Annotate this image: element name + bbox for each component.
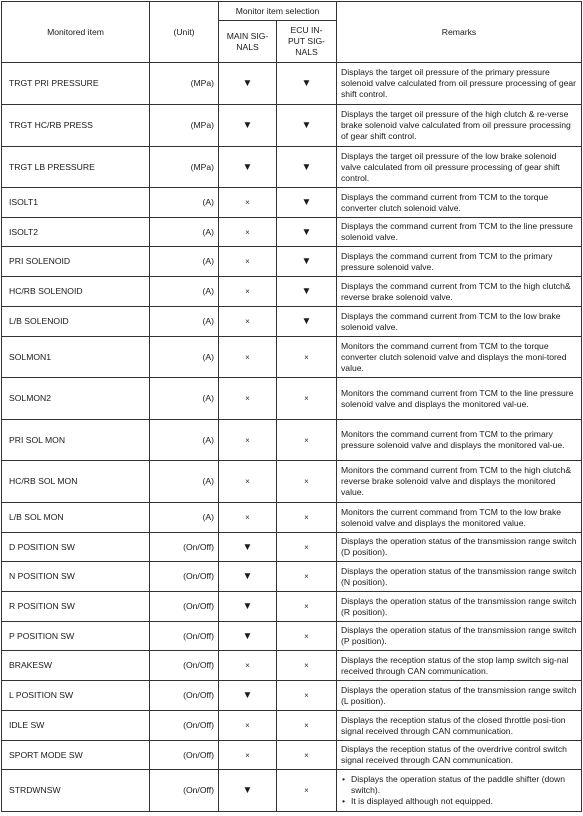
- table-row: [2, 651, 582, 681]
- unit-cell: (A): [150, 378, 219, 420]
- unit-cell: (On/Off): [150, 681, 219, 711]
- header-unit: (Unit): [150, 2, 219, 63]
- selected-marker: ▼: [277, 218, 337, 247]
- monitored-item-name: STRDWNSW: [2, 770, 150, 812]
- remarks-cell: Displays the reception status of the closed throttle posi-tion signal received through CAN communication.: [337, 711, 582, 741]
- unit-cell: (On/Off): [150, 533, 219, 562]
- unit-cell: (A): [150, 461, 219, 503]
- monitored-item-name: TRGT LB PRESSURE: [2, 147, 150, 188]
- table-body: [2, 63, 582, 812]
- remarks-cell: Displays the operation status of the transmission range switch (N position).: [337, 562, 582, 592]
- remarks-cell: Monitors the command current from TCM to the torque converter clutch solenoid valve and displays the moni-tored value.: [337, 337, 582, 378]
- header-monitored-item: Monitored item: [2, 2, 150, 63]
- remarks-cell: Monitors the command current from TCM to the high clutch& reverse brake solenoid valve and displays the monitored value.: [337, 461, 582, 503]
- not-selected-marker: ×: [219, 651, 277, 681]
- not-selected-marker: ×: [277, 562, 337, 592]
- monitor-item-table: [1, 1, 582, 812]
- table-row: [2, 277, 582, 307]
- unit-cell: (On/Off): [150, 592, 219, 622]
- table-row: [2, 218, 582, 247]
- table-row: [2, 741, 582, 770]
- monitored-item-name: SPORT MODE SW: [2, 741, 150, 770]
- selected-marker: ▼: [277, 307, 337, 337]
- table-row: [2, 533, 582, 562]
- monitored-item-name: P POSITION SW: [2, 622, 150, 651]
- not-selected-marker: ×: [219, 378, 277, 420]
- table-row: [2, 247, 582, 277]
- monitored-item-name: ISOLT2: [2, 218, 150, 247]
- remarks-cell: Displays the command current from TCM to the low brake solenoid valve.: [337, 307, 582, 337]
- selected-marker: ▼: [277, 147, 337, 188]
- unit-cell: (On/Off): [150, 711, 219, 741]
- monitored-item-name: D POSITION SW: [2, 533, 150, 562]
- not-selected-marker: ×: [219, 461, 277, 503]
- remarks-list-item: • It is displayed although not equipped.: [341, 796, 577, 807]
- not-selected-marker: ×: [277, 592, 337, 622]
- not-selected-marker: ×: [277, 681, 337, 711]
- not-selected-marker: ×: [219, 247, 277, 277]
- not-selected-marker: ×: [277, 461, 337, 503]
- unit-cell: (MPa): [150, 63, 219, 105]
- unit-cell: (A): [150, 420, 219, 461]
- table-row: [2, 562, 582, 592]
- monitored-item-name: HC/RB SOL MON: [2, 461, 150, 503]
- selected-marker: ▼: [219, 147, 277, 188]
- monitored-item-name: PRI SOLENOID: [2, 247, 150, 277]
- not-selected-marker: ×: [219, 188, 277, 218]
- remarks-cell: Displays the reception status of the overdrive control switch signal received through CAN communication.: [337, 741, 582, 770]
- not-selected-marker: ×: [219, 218, 277, 247]
- selected-marker: ▼: [219, 533, 277, 562]
- monitored-item-name: SOLMON2: [2, 378, 150, 420]
- table-row: [2, 461, 582, 503]
- unit-cell: (On/Off): [150, 622, 219, 651]
- selected-marker: ▼: [219, 622, 277, 651]
- table-row: [2, 622, 582, 651]
- unit-cell: (A): [150, 247, 219, 277]
- not-selected-marker: ×: [277, 622, 337, 651]
- remarks-cell: Displays the operation status of the transmission range switch (L position).: [337, 681, 582, 711]
- monitored-item-name: N POSITION SW: [2, 562, 150, 592]
- remarks-cell: Displays the target oil pressure of the high clutch & re-verse brake solenoid valve calculated from oil pressure processing of gear shift control.: [337, 105, 582, 147]
- not-selected-marker: ×: [277, 651, 337, 681]
- monitored-item-name: TRGT HC/RB PRESS: [2, 105, 150, 147]
- remarks-cell: Displays the command current from TCM to the high clutch& reverse brake solenoid valve.: [337, 277, 582, 307]
- monitored-item-name: R POSITION SW: [2, 592, 150, 622]
- unit-cell: (MPa): [150, 147, 219, 188]
- remarks-cell: Displays the reception status of the stop lamp switch sig-nal received through CAN communication.: [337, 651, 582, 681]
- selected-marker: ▼: [219, 770, 277, 812]
- not-selected-marker: ×: [219, 711, 277, 741]
- remarks-cell: Displays the command current from TCM to the torque converter clutch solenoid valve.: [337, 188, 582, 218]
- not-selected-marker: ×: [277, 378, 337, 420]
- not-selected-marker: ×: [219, 503, 277, 533]
- remarks-cell: Monitors the current command from TCM to the low brake solenoid valve and displays the monitored value.: [337, 503, 582, 533]
- not-selected-marker: ×: [277, 711, 337, 741]
- not-selected-marker: ×: [277, 741, 337, 770]
- remarks-cell: Displays the operation status of the transmission range switch (D position).: [337, 533, 582, 562]
- selected-marker: ▼: [219, 105, 277, 147]
- table-row: [2, 105, 582, 147]
- table-row: [2, 63, 582, 105]
- unit-cell: (A): [150, 188, 219, 218]
- table-row: [2, 681, 582, 711]
- selected-marker: ▼: [219, 63, 277, 105]
- header-ecu-input-signals: ECU IN- PUT SIG- NALS: [277, 21, 337, 63]
- header-main-signals: MAIN SIG- NALS: [219, 21, 277, 63]
- not-selected-marker: ×: [277, 533, 337, 562]
- remarks-cell: Displays the target oil pressure of the low brake solenoid valve calculated from oil pressure processing of gear shift control.: [337, 147, 582, 188]
- header-monitor-item-selection: Monitor item selection: [219, 2, 337, 21]
- not-selected-marker: ×: [219, 420, 277, 461]
- not-selected-marker: ×: [219, 277, 277, 307]
- monitored-item-name: ISOLT1: [2, 188, 150, 218]
- monitored-item-name: PRI SOL MON: [2, 420, 150, 461]
- table-row: [2, 711, 582, 741]
- monitored-item-name: IDLE SW: [2, 711, 150, 741]
- selected-marker: ▼: [277, 105, 337, 147]
- remarks-cell: Displays the operation status of the transmission range switch (P position).: [337, 622, 582, 651]
- monitored-item-name: L/B SOL MON: [2, 503, 150, 533]
- unit-cell: (On/Off): [150, 562, 219, 592]
- table-row: [2, 337, 582, 378]
- monitored-item-name: HC/RB SOLENOID: [2, 277, 150, 307]
- table-row: [2, 420, 582, 461]
- remarks-list-item: • Displays the operation status of the paddle shifter (down switch).: [341, 774, 577, 796]
- monitored-item-name: L/B SOLENOID: [2, 307, 150, 337]
- selected-marker: ▼: [277, 63, 337, 105]
- unit-cell: (A): [150, 277, 219, 307]
- selected-marker: ▼: [219, 592, 277, 622]
- unit-cell: (MPa): [150, 105, 219, 147]
- remarks-cell: Displays the command current from TCM to the primary pressure solenoid valve.: [337, 247, 582, 277]
- remarks-cell: Displays the target oil pressure of the primary pressure solenoid valve calculated from oil pressure processing of gear shift control.: [337, 63, 582, 105]
- remarks-cell: Monitors the command current from TCM to the primary pressure solenoid valve and displays the monitored val-ue.: [337, 420, 582, 461]
- unit-cell: (A): [150, 218, 219, 247]
- selected-marker: ▼: [277, 247, 337, 277]
- not-selected-marker: ×: [219, 307, 277, 337]
- unit-cell: (On/Off): [150, 770, 219, 812]
- unit-cell: (On/Off): [150, 651, 219, 681]
- remarks-cell: Monitors the command current from TCM to the line pressure solenoid valve and displays the monitored val-ue.: [337, 378, 582, 420]
- selected-marker: ▼: [277, 277, 337, 307]
- table-row: [2, 147, 582, 188]
- selected-marker: ▼: [277, 188, 337, 218]
- monitored-item-name: SOLMON1: [2, 337, 150, 378]
- table-row: [2, 378, 582, 420]
- selected-marker: ▼: [219, 681, 277, 711]
- header-remarks: Remarks: [337, 2, 582, 63]
- selected-marker: ▼: [219, 562, 277, 592]
- not-selected-marker: ×: [277, 420, 337, 461]
- not-selected-marker: ×: [219, 337, 277, 378]
- unit-cell: (A): [150, 503, 219, 533]
- not-selected-marker: ×: [277, 503, 337, 533]
- remarks-cell: Displays the operation status of the transmission range switch (R position).: [337, 592, 582, 622]
- remarks-cell: [337, 770, 582, 812]
- not-selected-marker: ×: [277, 770, 337, 812]
- table-row: [2, 592, 582, 622]
- table-row: [2, 188, 582, 218]
- unit-cell: (On/Off): [150, 741, 219, 770]
- not-selected-marker: ×: [277, 337, 337, 378]
- monitored-item-name: L POSITION SW: [2, 681, 150, 711]
- remarks-list: [341, 774, 577, 807]
- not-selected-marker: ×: [219, 741, 277, 770]
- table-row: [2, 770, 582, 812]
- table-row: [2, 307, 582, 337]
- unit-cell: (A): [150, 307, 219, 337]
- unit-cell: (A): [150, 337, 219, 378]
- table-row: [2, 503, 582, 533]
- monitored-item-name: BRAKESW: [2, 651, 150, 681]
- monitored-item-name: TRGT PRI PRESSURE: [2, 63, 150, 105]
- remarks-cell: Displays the command current from TCM to the line pressure solenoid valve.: [337, 218, 582, 247]
